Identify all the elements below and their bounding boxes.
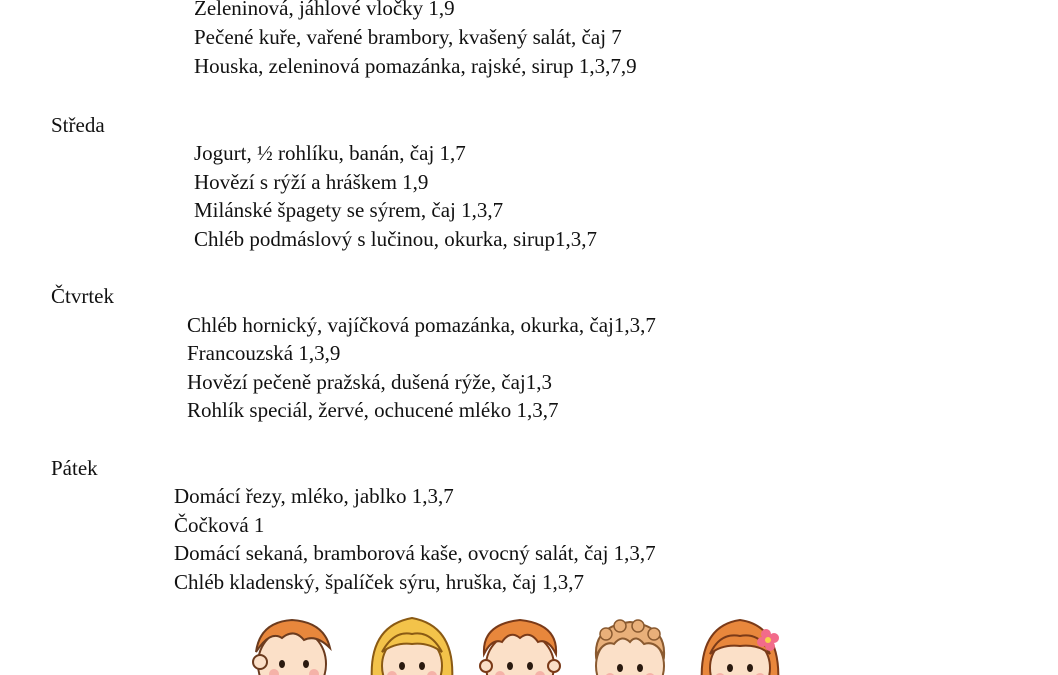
children-faces-icon xyxy=(246,612,788,675)
menu-item: Pečené kuře, vařené brambory, kvašený salát, čaj 7 xyxy=(194,25,622,49)
menu-item: Chléb hornický, vajíčková pomazánka, okurka, čaj1,3,7 xyxy=(187,313,656,337)
menu-item: Chléb podmáslový s lučinou, okurka, sirup1,3,7 xyxy=(194,227,598,251)
menu-item: Houska, zeleninová pomazánka, rajské, sirup 1,3,7,9 xyxy=(194,54,637,78)
menu-item: Čočková 1 xyxy=(174,513,265,537)
day-label-streda: Středa xyxy=(51,113,105,137)
child-face-icon xyxy=(692,612,788,675)
menu-item: Hovězí s rýží a hráškem 1,9 xyxy=(194,170,429,194)
menu-item: Milánské špagety se sýrem, čaj 1,3,7 xyxy=(194,198,504,222)
child-face-icon xyxy=(246,612,342,675)
menu-item: Domácí sekaná, bramborová kaše, ovocný salát, čaj 1,3,7 xyxy=(174,541,656,565)
child-face-icon xyxy=(364,612,460,675)
menu-item: Zeleninová, jáhlové vločky 1,9 xyxy=(194,0,455,20)
day-label-patek: Pátek xyxy=(51,456,98,480)
menu-item: Chléb kladenský, špalíček sýru, hruška, čaj 1,3,7 xyxy=(174,570,584,594)
child-face-icon xyxy=(582,612,678,675)
menu-item: Hovězí pečeně pražská, dušená rýže, čaj1,3 xyxy=(187,370,552,394)
menu-item: Francouzská 1,3,9 xyxy=(187,341,341,365)
menu-item: Rohlík speciál, žervé, ochucené mléko 1,3,7 xyxy=(187,398,559,422)
menu-item: Jogurt, ½ rohlíku, banán, čaj 1,7 xyxy=(194,141,466,165)
day-label-ctvrtek: Čtvrtek xyxy=(51,284,114,308)
child-face-icon xyxy=(472,612,568,675)
menu-item: Domácí řezy, mléko, jablko 1,3,7 xyxy=(174,484,454,508)
